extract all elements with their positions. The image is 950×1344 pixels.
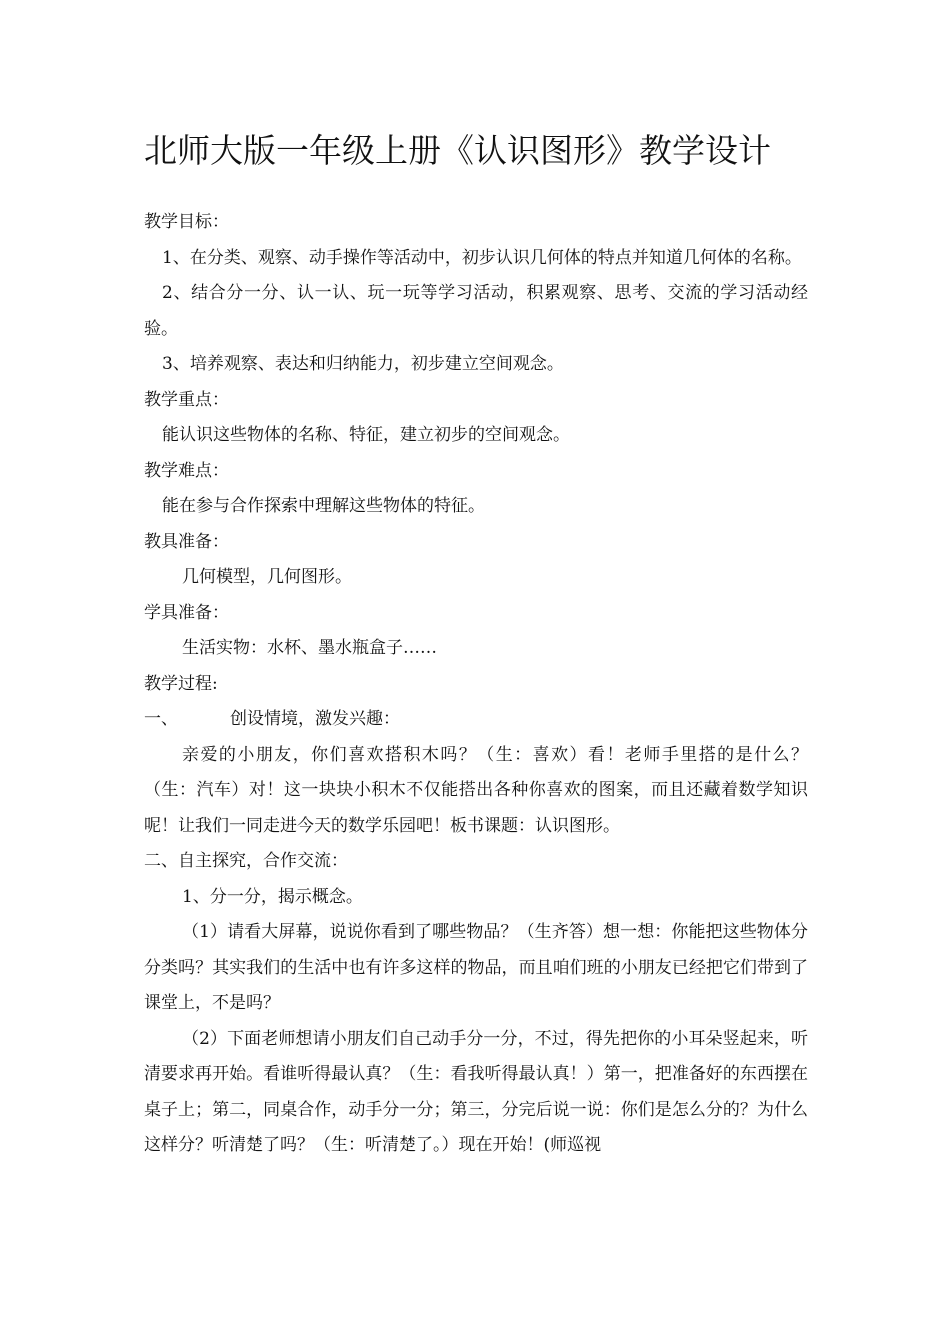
objective-item-1: 1、在分类、观察、动手操作等活动中，初步认识几何体的特点并知道几何体的名称。	[162, 247, 802, 268]
section-2-paragraph-2: （2）下面老师想请小朋友们自己动手分一分，不过，得先把你的小耳朵竖起来，听清要求再开始。看谁听得最认真？（生：看我听得最认真！）第一，把准备好的东西摆在桌子上；第二，同桌合作，动手分一分；第三，分完后说一说：你们是怎么分的？为什么这样分？听清楚了吗？（生：听清楚了。）现在开始！(师巡视	[144, 1028, 808, 1155]
teacher-prep-heading: 教具准备：	[144, 531, 229, 552]
key-points-heading: 教学重点：	[144, 389, 229, 410]
difficulties-text: 能在参与合作探索中理解这些物体的特征。	[162, 496, 485, 516]
section-1-text: 亲爱的小朋友，你们喜欢搭积木吗？（生：喜欢）看！老师手里搭的是什么？（生：汽车）对！这一块块小积木不仅能搭出各种你喜欢的图案，而且还藏着数学知识呢！让我们一同走进今天的数学乐园吧！板书课题：认识图形。	[144, 744, 808, 836]
section-2-heading: 二、自主探究，合作交流：	[144, 851, 348, 871]
section-2-subheading: 1、分一分，揭示概念。	[182, 886, 363, 907]
section-1-heading	[144, 702, 808, 738]
student-prep-text: 生活实物：水杯、墨水瓶盒子……	[182, 638, 437, 658]
objectives-heading: 教学目标：	[144, 212, 229, 232]
difficulties-heading: 教学难点：	[144, 460, 229, 481]
document-title: 北师大版一年级上册《认识图形》教学设计	[144, 131, 771, 170]
objective-item-3: 3、培养观察、表达和归纳能力，初步建立空间观念。	[162, 354, 564, 374]
objective-item-2: 2、结合分一分、认一认、玩一玩等学习活动，积累观察、思考、交流的学习活动经验。	[144, 283, 808, 339]
process-heading: 教学过程:	[144, 673, 218, 694]
section-1-number: 一、	[144, 709, 178, 729]
section-1-title: 创设情境，激发兴趣：	[230, 709, 400, 729]
student-prep-heading: 学具准备：	[144, 602, 229, 623]
teacher-prep-text: 几何模型，几何图形。	[182, 567, 352, 587]
document-body	[144, 205, 808, 1164]
key-points-text: 能认识这些物体的名称、特征，建立初步的空间观念。	[162, 425, 570, 445]
section-2-paragraph-1: （1）请看大屏幕，说说你看到了哪些物品？（生齐答）想一想：你能把这些物体分分类吗？其实我们的生活中也有许多这样的物品，而且咱们班的小朋友已经把它们带到了课堂上，不是吗？	[144, 922, 808, 1013]
